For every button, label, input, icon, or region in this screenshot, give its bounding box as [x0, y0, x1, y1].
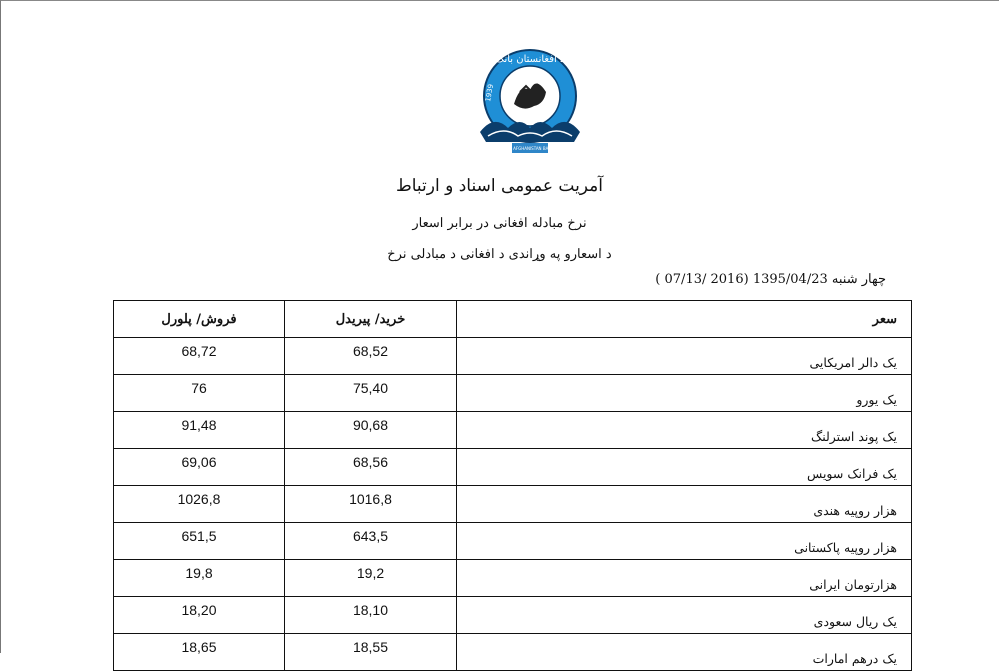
bank-logo	[474, 46, 586, 158]
currency-name-cell: یک دالر امریکایی	[457, 338, 912, 375]
document-title: آمریت عمومی اسناد و ارتباط	[395, 176, 604, 196]
column-header-sell: فروش/ پلورل	[114, 301, 285, 338]
sell-rate-cell: 69,06	[114, 449, 285, 486]
buy-rate-cell: 68,56	[285, 449, 457, 486]
sell-rate-cell: 19,8	[114, 560, 285, 597]
table-row	[114, 486, 912, 523]
table-row	[114, 634, 912, 671]
buy-rate-cell: 90,68	[285, 412, 457, 449]
sell-rate-cell: 18,65	[114, 634, 285, 671]
date-line: چهار شنبه 1395/04/23 (2016 /07/13 )	[655, 272, 886, 287]
table-row	[114, 375, 912, 412]
table-row	[114, 560, 912, 597]
logo-arabic-text: د افغانستان بانک	[495, 54, 565, 65]
sell-rate-cell: 1026,8	[114, 486, 285, 523]
table-header-row	[114, 301, 912, 338]
currency-name-cell: یک یورو	[457, 375, 912, 412]
buy-rate-cell: 1016,8	[285, 486, 457, 523]
table-row	[114, 338, 912, 375]
logo-year: 1939	[484, 83, 496, 103]
sell-rate-cell: 651,5	[114, 523, 285, 560]
currency-name-cell: یک درهم امارات	[457, 634, 912, 671]
subtitle-pashto: د اسعارو په وړاندی د افغانی د مبادلی نرخ	[387, 247, 612, 262]
column-header-currency: سعر	[457, 301, 912, 338]
table-row	[114, 412, 912, 449]
buy-rate-cell: 68,52	[285, 338, 457, 375]
logo-bank-english: DA AFGHANISTAN BANK	[506, 146, 554, 151]
buy-rate-cell: 18,55	[285, 634, 457, 671]
sell-rate-cell: 76	[114, 375, 285, 412]
currency-name-cell: یک ریال سعودی	[457, 597, 912, 634]
subtitle-dari: نرخ مبادله افغانی در برابر اسعار	[412, 216, 587, 231]
currency-name-cell: هزار روپیه پاکستانی	[457, 523, 912, 560]
sell-rate-cell: 68,72	[114, 338, 285, 375]
currency-name-cell: یک پوند استرلنگ	[457, 412, 912, 449]
buy-rate-cell: 643,5	[285, 523, 457, 560]
table-row	[114, 597, 912, 634]
buy-rate-cell: 75,40	[285, 375, 457, 412]
sell-rate-cell: 91,48	[114, 412, 285, 449]
buy-rate-cell: 18,10	[285, 597, 457, 634]
currency-name-cell: هزار روپیه هندی	[457, 486, 912, 523]
table-row	[114, 523, 912, 560]
table-row	[114, 449, 912, 486]
buy-rate-cell: 19,2	[285, 560, 457, 597]
exchange-rate-table	[113, 300, 912, 671]
sell-rate-cell: 18,20	[114, 597, 285, 634]
column-header-buy: خرید/ پیریدل	[285, 301, 457, 338]
currency-name-cell: هزارتومان ایرانی	[457, 560, 912, 597]
currency-name-cell: یک فرانک سویس	[457, 449, 912, 486]
